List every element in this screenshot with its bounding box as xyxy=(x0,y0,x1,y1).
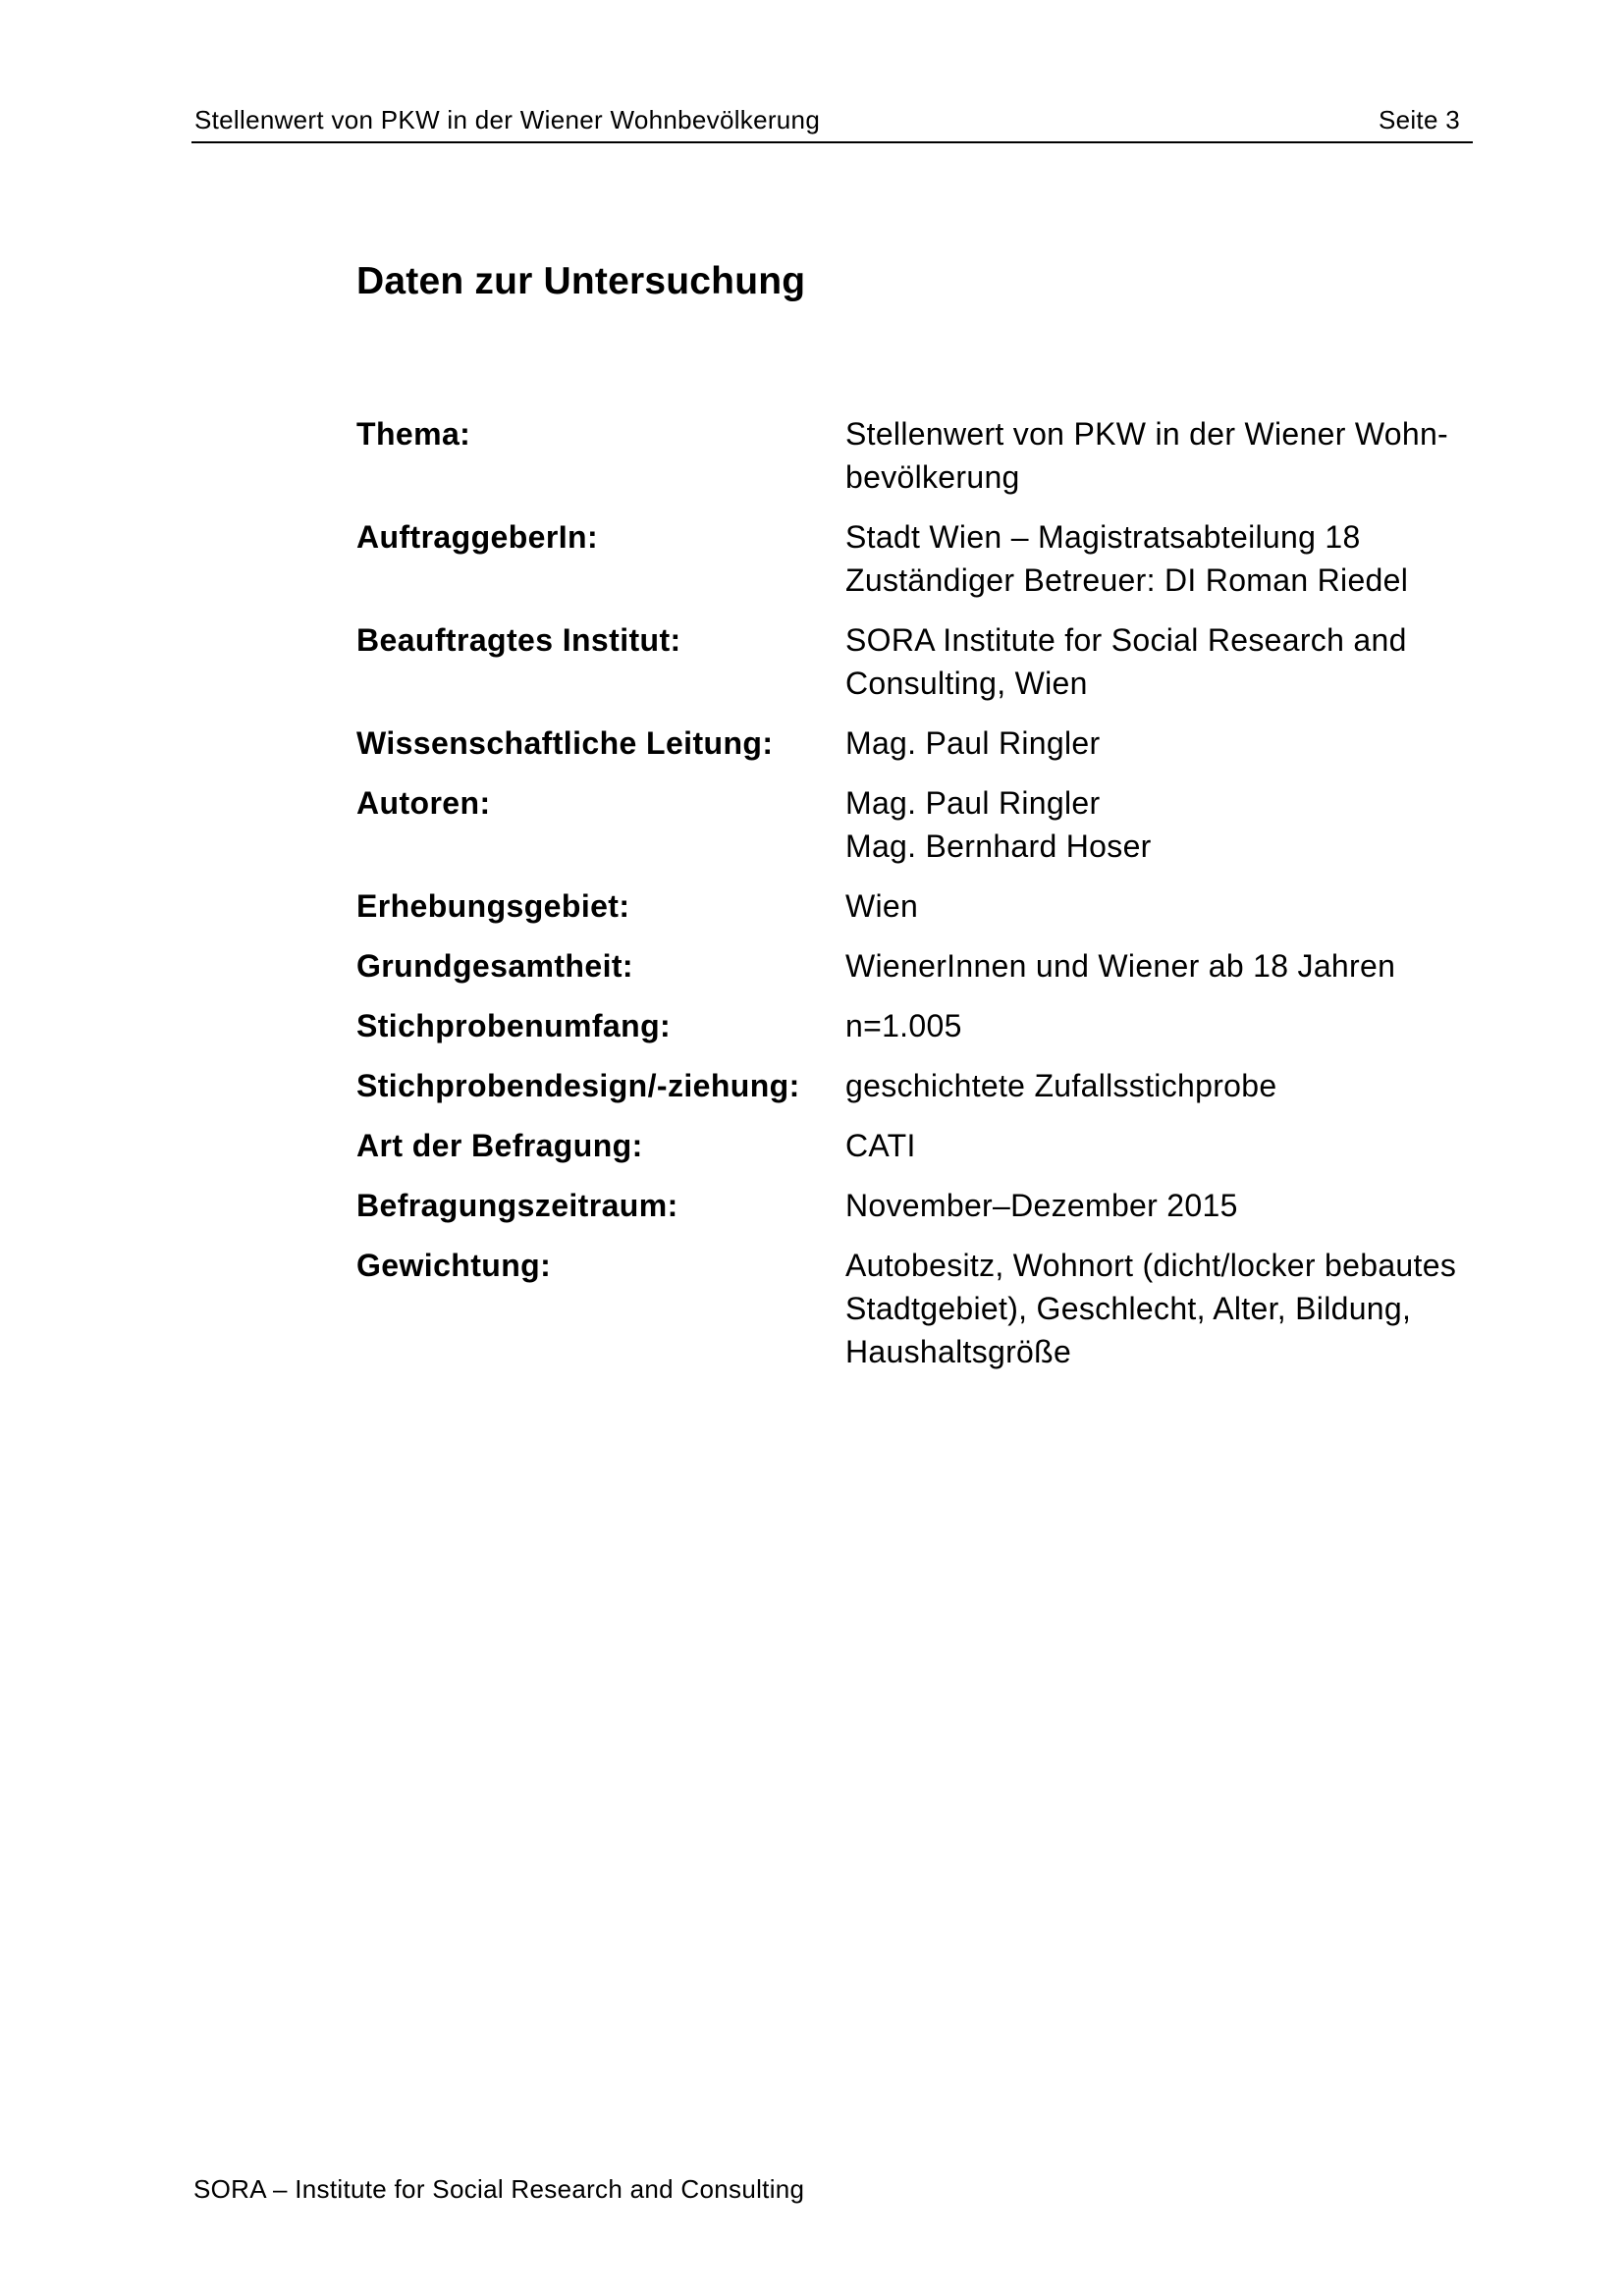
info-label: Stichprobendesign/-ziehung: xyxy=(356,1068,800,1103)
page-number: Seite 3 xyxy=(1378,105,1460,134)
info-label: Thema: xyxy=(356,416,471,452)
info-value xyxy=(845,1064,1486,1107)
info-row xyxy=(356,1124,1486,1167)
info-label: Autoren: xyxy=(356,785,491,821)
info-row xyxy=(356,944,1486,988)
info-value xyxy=(845,412,1486,499)
info-label: Art der Befragung: xyxy=(356,1128,643,1163)
info-row xyxy=(356,515,1486,602)
info-value-line: Stellenwert von PKW in der Wiener Wohn- xyxy=(845,416,1449,452)
info-label: Stichprobenumfang: xyxy=(356,1008,672,1043)
info-label: Erhebungsgebiet: xyxy=(356,888,630,924)
info-value-line: SORA Institute for Social Research and xyxy=(845,622,1407,658)
info-label: Beauftragtes Institut: xyxy=(356,622,681,658)
info-value-line: CATI xyxy=(845,1128,916,1163)
info-row xyxy=(356,721,1486,765)
section-title: Daten zur Untersuchung xyxy=(356,260,806,302)
info-value xyxy=(845,781,1486,868)
info-row xyxy=(356,781,1486,868)
info-value xyxy=(845,1124,1486,1167)
info-value-line: Zuständiger Betreuer: DI Roman Riedel xyxy=(845,562,1409,598)
info-row xyxy=(356,1184,1486,1227)
info-label: Gewichtung: xyxy=(356,1248,552,1283)
info-value xyxy=(845,1184,1486,1227)
info-value-line: n=1.005 xyxy=(845,1008,962,1043)
info-value-line: Autobesitz, Wohnort (dicht/locker bebautes xyxy=(845,1248,1457,1283)
info-value-line: Mag. Paul Ringler xyxy=(845,725,1101,761)
info-row xyxy=(356,1064,1486,1107)
info-value-line: Haushaltsgröße xyxy=(845,1334,1072,1369)
info-row xyxy=(356,618,1486,705)
info-row xyxy=(356,412,1486,499)
info-value-line: Stadt Wien – Magistratsabteilung 18 xyxy=(845,519,1361,555)
study-info-table xyxy=(356,412,1486,1390)
info-row xyxy=(356,884,1486,928)
info-value-line: Consulting, Wien xyxy=(845,666,1088,701)
info-value xyxy=(845,721,1486,765)
info-value xyxy=(845,618,1486,705)
info-value xyxy=(845,515,1486,602)
page-footer: SORA – Institute for Social Research and Consulting xyxy=(193,2174,805,2204)
info-row xyxy=(356,1004,1486,1047)
info-value-line: November–Dezember 2015 xyxy=(845,1188,1238,1223)
info-value xyxy=(845,1244,1486,1373)
info-value xyxy=(845,884,1486,928)
info-label: Wissenschaftliche Leitung: xyxy=(356,725,774,761)
info-value-line: bevölkerung xyxy=(845,459,1020,495)
info-value-line: Wien xyxy=(845,888,919,924)
info-value-line: Mag. Bernhard Hoser xyxy=(845,828,1152,864)
page-header xyxy=(191,102,1473,143)
info-row xyxy=(356,1244,1486,1373)
info-label: Befragungszeitraum: xyxy=(356,1188,678,1223)
info-value-line: Stadtgebiet), Geschlecht, Alter, Bildung, xyxy=(845,1291,1412,1326)
info-label: AuftraggeberIn: xyxy=(356,519,598,555)
info-value-line: WienerInnen und Wiener ab 18 Jahren xyxy=(845,948,1396,984)
header-title: Stellenwert von PKW in der Wiener Wohnbevölkerung xyxy=(194,105,821,134)
info-value-line: Mag. Paul Ringler xyxy=(845,785,1101,821)
info-value xyxy=(845,944,1486,988)
info-value xyxy=(845,1004,1486,1047)
info-label: Grundgesamtheit: xyxy=(356,948,633,984)
info-value-line: geschichtete Zufallsstichprobe xyxy=(845,1068,1277,1103)
